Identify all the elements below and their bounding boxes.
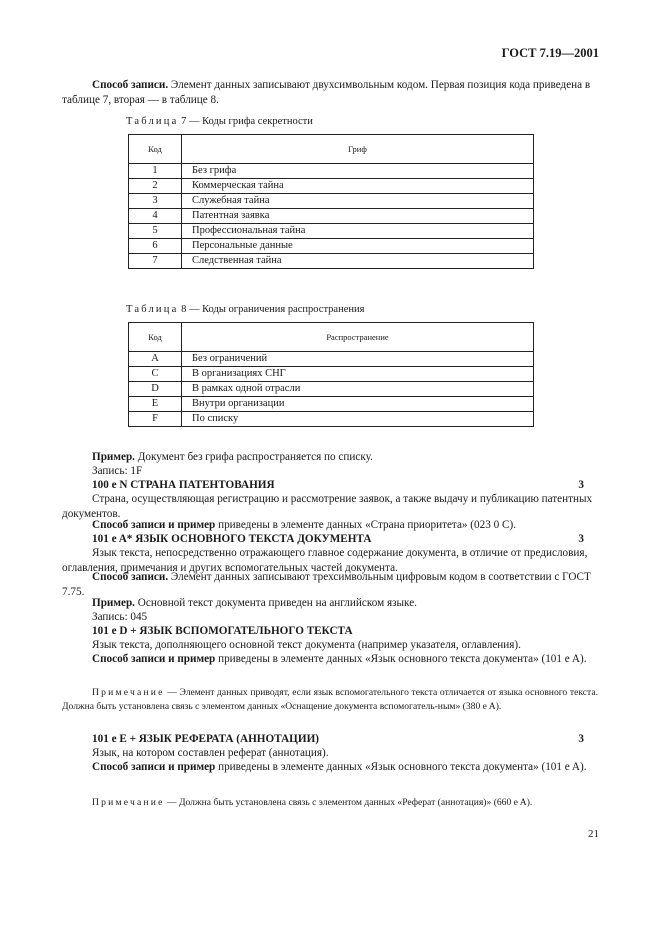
sec101d-heading xyxy=(92,624,598,639)
sec101d-text: приведены в элементе данных «Язык основного текста документа» (101 e A). xyxy=(215,653,587,665)
table-row: D В рамках одной отрасли xyxy=(129,382,534,397)
sec101e-num: 3 xyxy=(578,733,584,745)
table-row: 7 Следственная тайна xyxy=(129,254,534,269)
sec100-num: 3 xyxy=(578,479,584,491)
table7 xyxy=(128,134,534,269)
table8-label: Таблица xyxy=(126,304,179,315)
sec101a-ex-text: Основной текст документа приведен на английском языке. xyxy=(134,597,417,609)
sec101d-note-label: Примечание xyxy=(92,687,165,698)
table8-caption-text: 8 — Коды ограничения распространения xyxy=(178,304,365,315)
sec100-text: приведены в элементе данных «Страна приоритета» (023 0 C). xyxy=(215,519,516,531)
table-row: 1 Без грифа xyxy=(129,164,534,179)
sec101a-title: 101 e A* ЯЗЫК ОСНОВНОГО ТЕКСТА ДОКУМЕНТА xyxy=(92,533,372,545)
table7-caption-text: 7 — Коды грифа секретности xyxy=(178,116,313,127)
sec101e-desc: Язык, на котором составлен реферат (аннотация). xyxy=(92,747,329,759)
table-row: 5 Профессиональная тайна xyxy=(129,224,534,239)
table8-col-name: Распространение xyxy=(182,323,534,352)
sec101a-desc: Язык текста, непосредственно отражающего главное содержание документа, в отличие от предисловия, оглавления, примечания и других вспомогательных частей документа. xyxy=(62,547,588,574)
table-row: 2 Коммерческая тайна xyxy=(129,179,534,194)
sec101e-heading xyxy=(92,732,598,747)
sec101a-record: Запись: 045 xyxy=(92,611,148,623)
table8-caption xyxy=(126,304,364,315)
table-row: C В организациях СНГ xyxy=(129,367,534,382)
sec101e-note xyxy=(62,796,598,810)
table-row: 6 Персональные данные xyxy=(129,239,534,254)
sec100-method xyxy=(92,518,598,533)
table8 xyxy=(128,322,534,427)
sec100-heading xyxy=(92,478,598,493)
sec101a-num: 3 xyxy=(578,533,584,545)
table-row: F По списку xyxy=(129,412,534,427)
sec101a-heading xyxy=(92,532,598,547)
sec101d-lead: Способ записи и пример xyxy=(92,653,216,665)
table7-col-code: Код xyxy=(129,135,182,164)
sec101d-note-text: — Элемент данных приводят, если язык вспомогательного текста отличается от языка основного текста. Должна быть установлена связь с элементом данных «Оснащение документа вспомогатель-ным» (380 e A). xyxy=(62,687,598,712)
example1-paragraph xyxy=(92,450,598,465)
sec101e-lead: Способ записи и пример xyxy=(92,761,216,773)
sec101e-title: 101 e E + ЯЗЫК РЕФЕРАТА (АННОТАЦИИ) xyxy=(92,733,320,745)
sec101d-note xyxy=(62,686,598,714)
intro-paragraph xyxy=(62,78,598,108)
table7-caption xyxy=(126,116,313,127)
table-row: A Без ограничений xyxy=(129,352,534,367)
table-row: E Внутри организации xyxy=(129,397,534,412)
table8-col-code: Код xyxy=(129,323,182,352)
sec100-desc: Страна, осуществляющая регистрацию и рассмотрение заявок, а также выдачу и публикацию патентных документов. xyxy=(62,493,593,520)
sec100-title: 100 e N СТРАНА ПАТЕНТОВАНИЯ xyxy=(92,479,275,491)
sec101a-lead: Способ записи. xyxy=(92,571,169,583)
sec101a-text: Элемент данных записывают трехсимвольным цифровым кодом в соответствии с ГОСТ 7.75. xyxy=(62,571,591,598)
sec100-lead: Способ записи и пример xyxy=(92,519,216,531)
sec101a-ex-lead: Пример. xyxy=(92,597,135,609)
table7-label: Таблица xyxy=(126,116,179,127)
sec101a-example xyxy=(92,596,598,611)
intro-text: Элемент данных записывают двухсимвольным кодом. Первая позиция кода приведена в таблице 7, вторая — в таблице 8. xyxy=(62,79,591,106)
table-row: 3 Служебная тайна xyxy=(129,194,534,209)
table-row: 4 Патентная заявка xyxy=(129,209,534,224)
example1-lead: Пример. xyxy=(92,451,135,463)
sec101d-title: 101 e D + ЯЗЫК ВСПОМОГАТЕЛЬНОГО ТЕКСТА xyxy=(92,625,353,637)
sec101d-desc: Язык текста, дополняющего основной текст документа (например указателя, оглавления). xyxy=(92,639,521,651)
sec101e-text: приведены в элементе данных «Язык основного текста документа» (101 e A). xyxy=(215,761,587,773)
table7-col-name: Гриф xyxy=(182,135,534,164)
intro-lead: Способ записи. xyxy=(92,79,169,91)
document-header: ГОСТ 7.19—2001 xyxy=(501,46,599,60)
sec101d-method xyxy=(62,652,598,667)
example1-text: Документ без грифа распространяется по списку. xyxy=(134,451,373,463)
page-number: 21 xyxy=(588,828,599,840)
sec101e-note-text: — Должна быть установлена связь с элементом данных «Реферат (аннотация)» (660 e A). xyxy=(164,797,533,808)
sec101e-note-label: Примечание xyxy=(92,797,165,808)
sec101e-method xyxy=(62,760,598,775)
example1-record: Запись: 1F xyxy=(92,465,143,477)
